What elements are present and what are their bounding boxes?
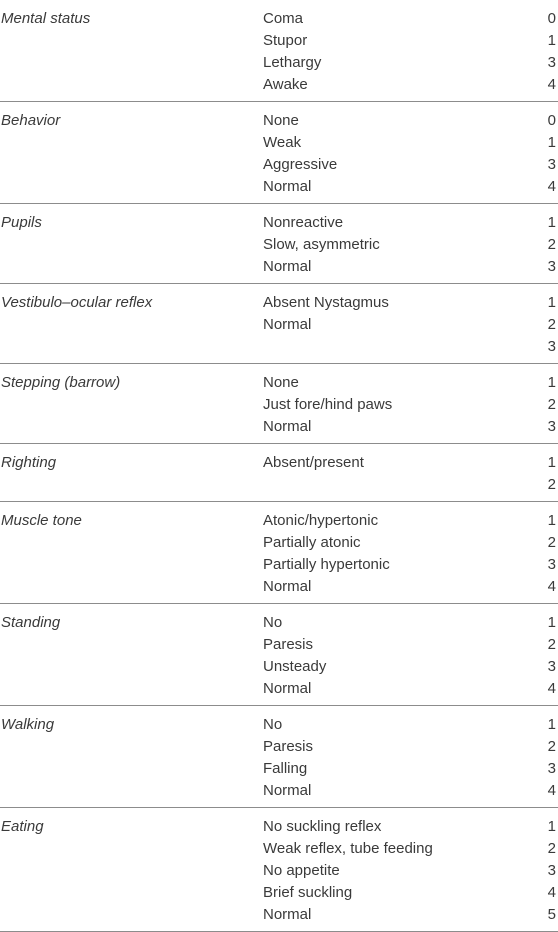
table-row	[0, 256, 558, 278]
table-row	[0, 52, 558, 74]
score-value: 4	[547, 578, 556, 595]
table-row	[0, 154, 558, 176]
option-label: Normal	[263, 782, 312, 799]
table-group	[0, 102, 558, 204]
score-value: 4	[547, 884, 556, 901]
option-label: Just fore/hind paws	[263, 396, 393, 413]
option-label: Normal	[263, 178, 312, 195]
option-label: Normal	[263, 418, 312, 435]
score-value: 1	[547, 512, 556, 529]
score-value: 0	[547, 112, 556, 129]
score-value: 3	[547, 862, 556, 879]
option-label: Aggressive	[263, 156, 338, 173]
table-row	[0, 452, 558, 474]
option-label: Weak reflex, tube feeding	[263, 840, 433, 857]
table-group	[0, 0, 558, 102]
table-row	[0, 816, 558, 838]
score-value: 1	[547, 214, 556, 231]
table-row	[0, 612, 558, 634]
score-value: 2	[547, 840, 556, 857]
score-value: 1	[547, 294, 556, 311]
table-row	[0, 30, 558, 52]
category-label: Standing	[1, 614, 61, 631]
option-label: Normal	[263, 680, 312, 697]
category-label: Mental status	[1, 10, 91, 27]
score-value: 3	[547, 658, 556, 675]
table-row	[0, 336, 558, 358]
score-value: 3	[547, 156, 556, 173]
table-row	[0, 904, 558, 926]
option-label: Weak	[263, 134, 302, 151]
table-row	[0, 314, 558, 336]
option-label: No suckling reflex	[263, 818, 382, 835]
option-label: None	[263, 374, 299, 391]
score-value: 2	[547, 476, 556, 493]
option-label: Absent/present	[263, 454, 364, 471]
option-label: Brief suckling	[263, 884, 353, 901]
table-row	[0, 416, 558, 438]
score-value: 3	[547, 556, 556, 573]
option-label: Lethargy	[263, 54, 322, 71]
score-value: 1	[547, 134, 556, 151]
table-row	[0, 860, 558, 882]
category-label: Behavior	[1, 112, 61, 129]
option-label: Awake	[263, 76, 308, 93]
option-label: Slow, asymmetric	[263, 236, 380, 253]
score-value: 3	[547, 760, 556, 777]
score-value: 4	[547, 76, 556, 93]
table-row	[0, 292, 558, 314]
option-label: Normal	[263, 578, 312, 595]
score-value: 3	[547, 338, 556, 355]
score-value: 4	[547, 782, 556, 799]
option-label: Atonic/hypertonic	[263, 512, 379, 529]
table-row	[0, 656, 558, 678]
option-label: Paresis	[263, 738, 314, 755]
score-value: 1	[547, 614, 556, 631]
table-row	[0, 474, 558, 496]
category-label: Muscle tone	[1, 512, 82, 529]
table-row	[0, 758, 558, 780]
table-group	[0, 502, 558, 604]
table-group	[0, 706, 558, 808]
option-label: No	[263, 716, 283, 733]
category-label: Pupils	[1, 214, 42, 231]
score-value: 0	[547, 10, 556, 27]
score-value: 2	[547, 636, 556, 653]
option-label: Partially hypertonic	[263, 556, 390, 573]
score-value: 2	[547, 236, 556, 253]
table-row	[0, 678, 558, 700]
table-row	[0, 736, 558, 758]
option-label: Normal	[263, 316, 312, 333]
score-value: 3	[547, 258, 556, 275]
option-label: Paresis	[263, 636, 314, 653]
score-value: 2	[547, 534, 556, 551]
table-row	[0, 8, 558, 30]
option-label: None	[263, 112, 299, 129]
score-value: 2	[547, 316, 556, 333]
table-row	[0, 780, 558, 802]
category-label: Eating	[1, 818, 44, 835]
table-row	[0, 714, 558, 736]
table-row	[0, 372, 558, 394]
score-value: 1	[547, 818, 556, 835]
table-row	[0, 838, 558, 860]
table-group	[0, 808, 558, 932]
score-value: 1	[547, 32, 556, 49]
category-label: Stepping (barrow)	[1, 374, 121, 391]
table-group	[0, 364, 558, 444]
score-value: 2	[547, 738, 556, 755]
option-label: Partially atonic	[263, 534, 361, 551]
score-value: 3	[547, 418, 556, 435]
table-row	[0, 132, 558, 154]
option-label: Normal	[263, 258, 312, 275]
option-label: Coma	[263, 10, 304, 27]
option-label: Absent Nystagmus	[263, 294, 389, 311]
score-value: 2	[547, 396, 556, 413]
table-row	[0, 532, 558, 554]
table-group	[0, 204, 558, 284]
table-row	[0, 110, 558, 132]
table-row	[0, 554, 558, 576]
table-row	[0, 576, 558, 598]
table-row	[0, 74, 558, 96]
table-group	[0, 444, 558, 502]
category-label: Walking	[1, 716, 55, 733]
score-value: 1	[547, 374, 556, 391]
category-label: Righting	[1, 454, 57, 471]
option-label: Falling	[263, 760, 308, 777]
score-value: 1	[547, 454, 556, 471]
option-label: No	[263, 614, 283, 631]
score-value: 4	[547, 178, 556, 195]
option-label: Normal	[263, 906, 312, 923]
table-group	[0, 604, 558, 706]
score-value: 5	[547, 906, 556, 923]
table-row	[0, 510, 558, 532]
score-value: 4	[547, 680, 556, 697]
table-row	[0, 212, 558, 234]
option-label: Unsteady	[263, 658, 327, 675]
table-row	[0, 234, 558, 256]
score-value: 3	[547, 54, 556, 71]
table-row	[0, 394, 558, 416]
option-label: Nonreactive	[263, 214, 344, 231]
table-row	[0, 882, 558, 904]
category-label: Vestibulo–ocular reflex	[1, 294, 153, 311]
option-label: No appetite	[263, 862, 340, 879]
option-label: Stupor	[263, 32, 308, 49]
table-row	[0, 634, 558, 656]
table-group	[0, 284, 558, 364]
score-value: 1	[547, 716, 556, 733]
table-row	[0, 176, 558, 198]
